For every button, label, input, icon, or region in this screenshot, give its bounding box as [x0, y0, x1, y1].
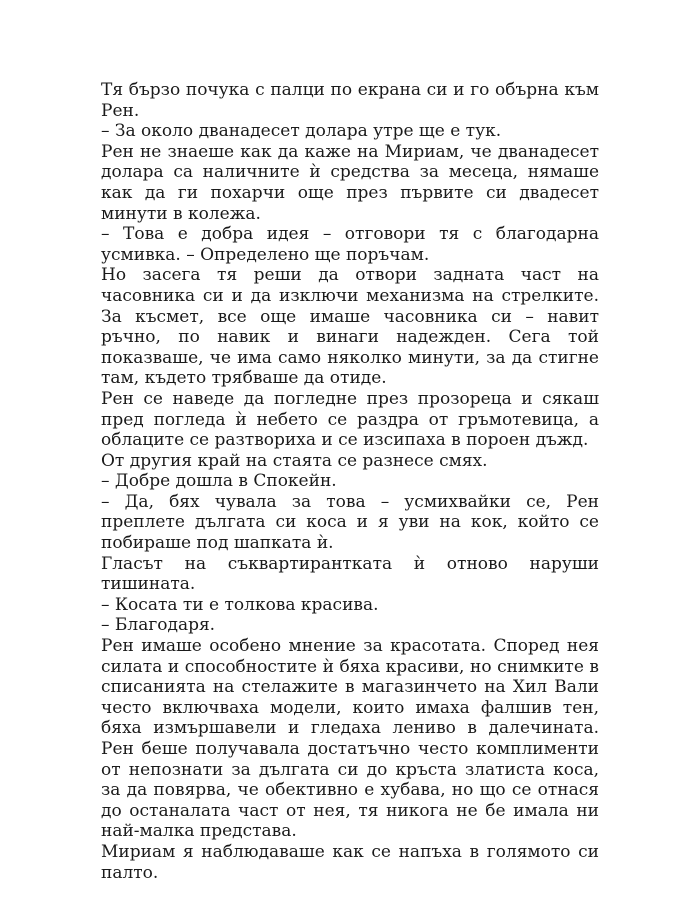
paragraph: – Да, бях чувала за това – усмихвайки се, Рен преплете дългата си коса и я уви на кок, който се побираше под шапката ѝ.: [101, 491, 599, 554]
paragraph: – За около дванадесет долара утре ще е тук.: [101, 121, 502, 142]
paragraph: – Добре дошла в Спокейн.: [101, 471, 337, 492]
paragraph: Рен имаше особено мнение за красотата. Според нея силата и способностите ѝ бяха красиви, но снимките в списанията на стелажите в магазинчето на Хил Вали често включваха модели, които имаха фалшив тен, бяха измършавели и гледаха лениво в далечината. Рен беше получавала достатъчно често комплименти от непознати за дългата си до кръста златиста коса, за да повярва, че обективно е хубава, но що се отнася до останалата част от нея, тя никога не бе имала ни най-малка представа.: [101, 636, 599, 842]
paragraph: Гласът на съквартирантката ѝ отново наруши тишината.: [101, 553, 599, 595]
paragraph: Но засега тя реши да отвори задната част на часовника си и да изключи механизма на стрелките. За късмет, все още имаше часовника си – навит ръчно, по навик и винаги надежден. Сега той показваше, че има само няколко минути, за да стигне там, където трябваше да отиде.: [101, 265, 599, 389]
paragraph: Рен се наведе да погледне през прозореца и сякаш пред погледа ѝ небето се раздра от гръмотевица, а облаците се разтвориха и се изсипаха в пороен дъжд.: [101, 388, 599, 451]
paragraph: Тя бързо почука с палци по екрана си и го обърна към Рен.: [101, 80, 599, 121]
paragraph: – Благодаря.: [101, 615, 216, 636]
paragraph: Рен не знаеше как да каже на Мириам, че дванадесет долара са наличните ѝ средства за месеца, нямаше как да ги похарчи още през първите си двадесет минути в колежа.: [101, 141, 599, 224]
paragraph: От другия край на стаята се разнесе смях.: [101, 450, 488, 471]
body-text: [101, 80, 599, 883]
paragraph: Мириам я наблюдаваше как се напъха в голямото си палто.: [101, 841, 599, 883]
paragraph: – Това е добра идея – отговори тя с благодарна усмивка. – Определено ще поръчам.: [101, 224, 599, 265]
paragraph: – Косата ти е толкова красива.: [101, 594, 379, 615]
